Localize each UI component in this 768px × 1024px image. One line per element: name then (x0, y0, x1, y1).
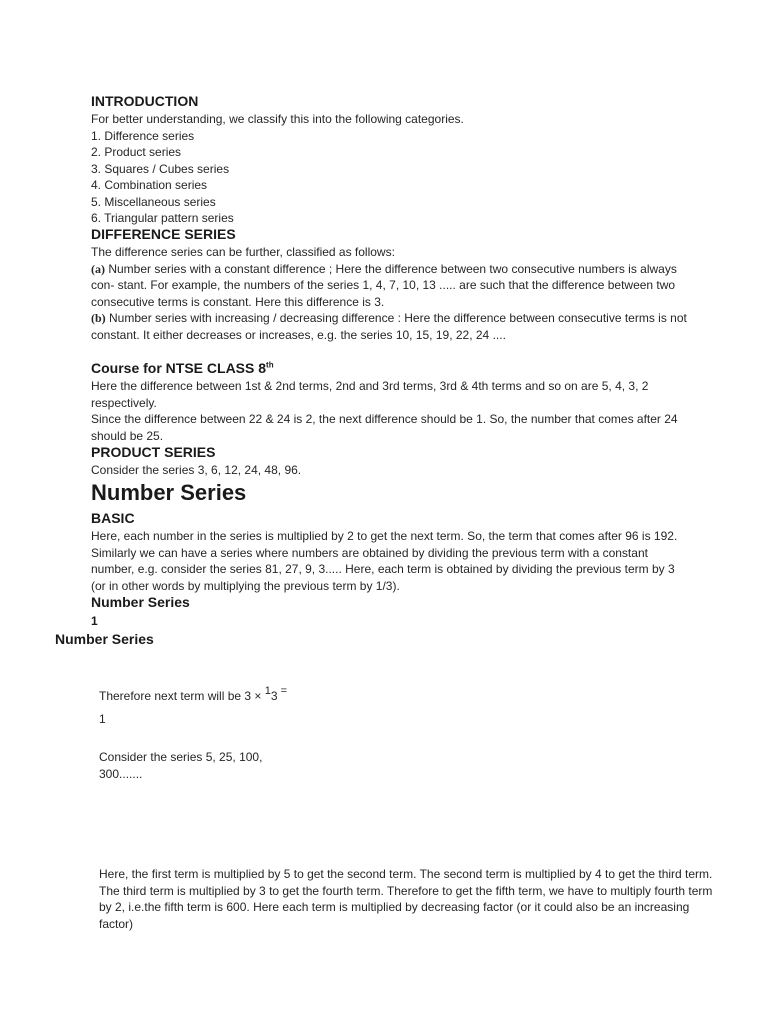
basic-body: Here, each number in the series is multiplied by 2 to get the next term. So, the term that comes after 96 is 192. Similarly we can have a series where numbers are obtained by dividing the previous term with a constant number, e.g. consider the series 81, 27, 9, 3..... Here, each term is obtained by dividing the previous term by 3 (or in other words by multiplying the previous term by 1/3). (91, 529, 678, 593)
page-number: 1 (91, 614, 98, 628)
consider-series-2 (99, 749, 299, 782)
difference-item-b-continued: constant. It either decreases or increases, e.g. the series 10, 15, 19, 22, 24 .... (91, 327, 506, 342)
consider-line: 300....... (99, 766, 143, 781)
intro-item: 1. Difference series (91, 128, 195, 143)
course-heading-sup: th (266, 360, 274, 370)
difference-item-a (91, 261, 691, 311)
closing-paragraph: Here, the first term is multiplied by 5 to get the second term. The second term is multiplied by 4 to get the third term. The third term is multiplied by 3 to get the fourth term. Therefore to get the fifth term, we have to multiply fourth term by 2, i.e.the fifth term is 600. Here each term is multiplied by decreasing factor (or it could also be an increasing factor) (99, 867, 713, 931)
item-text-a: Number series with a constant difference ; Here the difference between two consecutive numbers is always con- stant. For example, the numbers of the series 1, 4, 7, 10, 13 ..... are such that the difference between two consecutive terms is constant. Here this difference is 3. (91, 261, 677, 309)
product-lead: Consider the series 3, 6, 12, 24, 48, 96. (91, 463, 302, 477)
next-term-line (99, 685, 288, 706)
next-term-result: 1 (99, 712, 106, 726)
equals-sign: = (277, 685, 288, 697)
intro-heading: INTRODUCTION (91, 93, 199, 109)
page-title: Number Series (91, 480, 247, 505)
next-term-prefix: Therefore next term will be 3 × (99, 689, 265, 703)
intro-item: 3. Squares / Cubes series (91, 161, 230, 176)
course-body (91, 378, 691, 444)
course-paragraph: Since the difference between 22 & 24 is 2, the next difference should be 1. So, the number that comes after 24 should be 25. (91, 412, 678, 443)
fraction-numerator: 1 (264, 685, 271, 697)
running-head: Number Series (55, 631, 154, 647)
basic-heading: BASIC (91, 510, 135, 526)
intro-item: 2. Product series (91, 145, 182, 159)
difference-lead: The difference series can be further, classified as follows: (91, 245, 395, 259)
difference-heading: DIFFERENCE SERIES (91, 226, 236, 242)
intro-item: 5. Miscellaneous series (91, 194, 216, 209)
intro-item: 6. Triangular pattern series (91, 211, 234, 225)
difference-body (91, 244, 691, 343)
footer-label: Number Series (91, 594, 190, 610)
course-heading-text: Course for NTSE CLASS 8 (91, 360, 267, 376)
intro-body (91, 111, 691, 227)
intro-lead: For better understanding, we classify this into the following categories. (91, 112, 464, 126)
item-label-b: (b) (91, 311, 106, 325)
product-heading: PRODUCT SERIES (91, 444, 216, 460)
intro-item: 4. Combination series (91, 178, 208, 192)
item-text-b: Number series with increasing / decreasing difference : Here the difference between consecutive terms is not (105, 311, 687, 325)
item-label-a: (a) (91, 261, 105, 276)
course-paragraph: Here the difference between 1st & 2nd terms, 2nd and 3rd terms, 3rd & 4th terms and so on are 5, 4, 3, 2 respectively. (91, 379, 649, 410)
course-heading (91, 360, 691, 377)
consider-line: Consider the series 5, 25, 100, (99, 750, 263, 764)
difference-item-b (91, 310, 691, 327)
fraction-denominator: 3 (270, 689, 278, 703)
